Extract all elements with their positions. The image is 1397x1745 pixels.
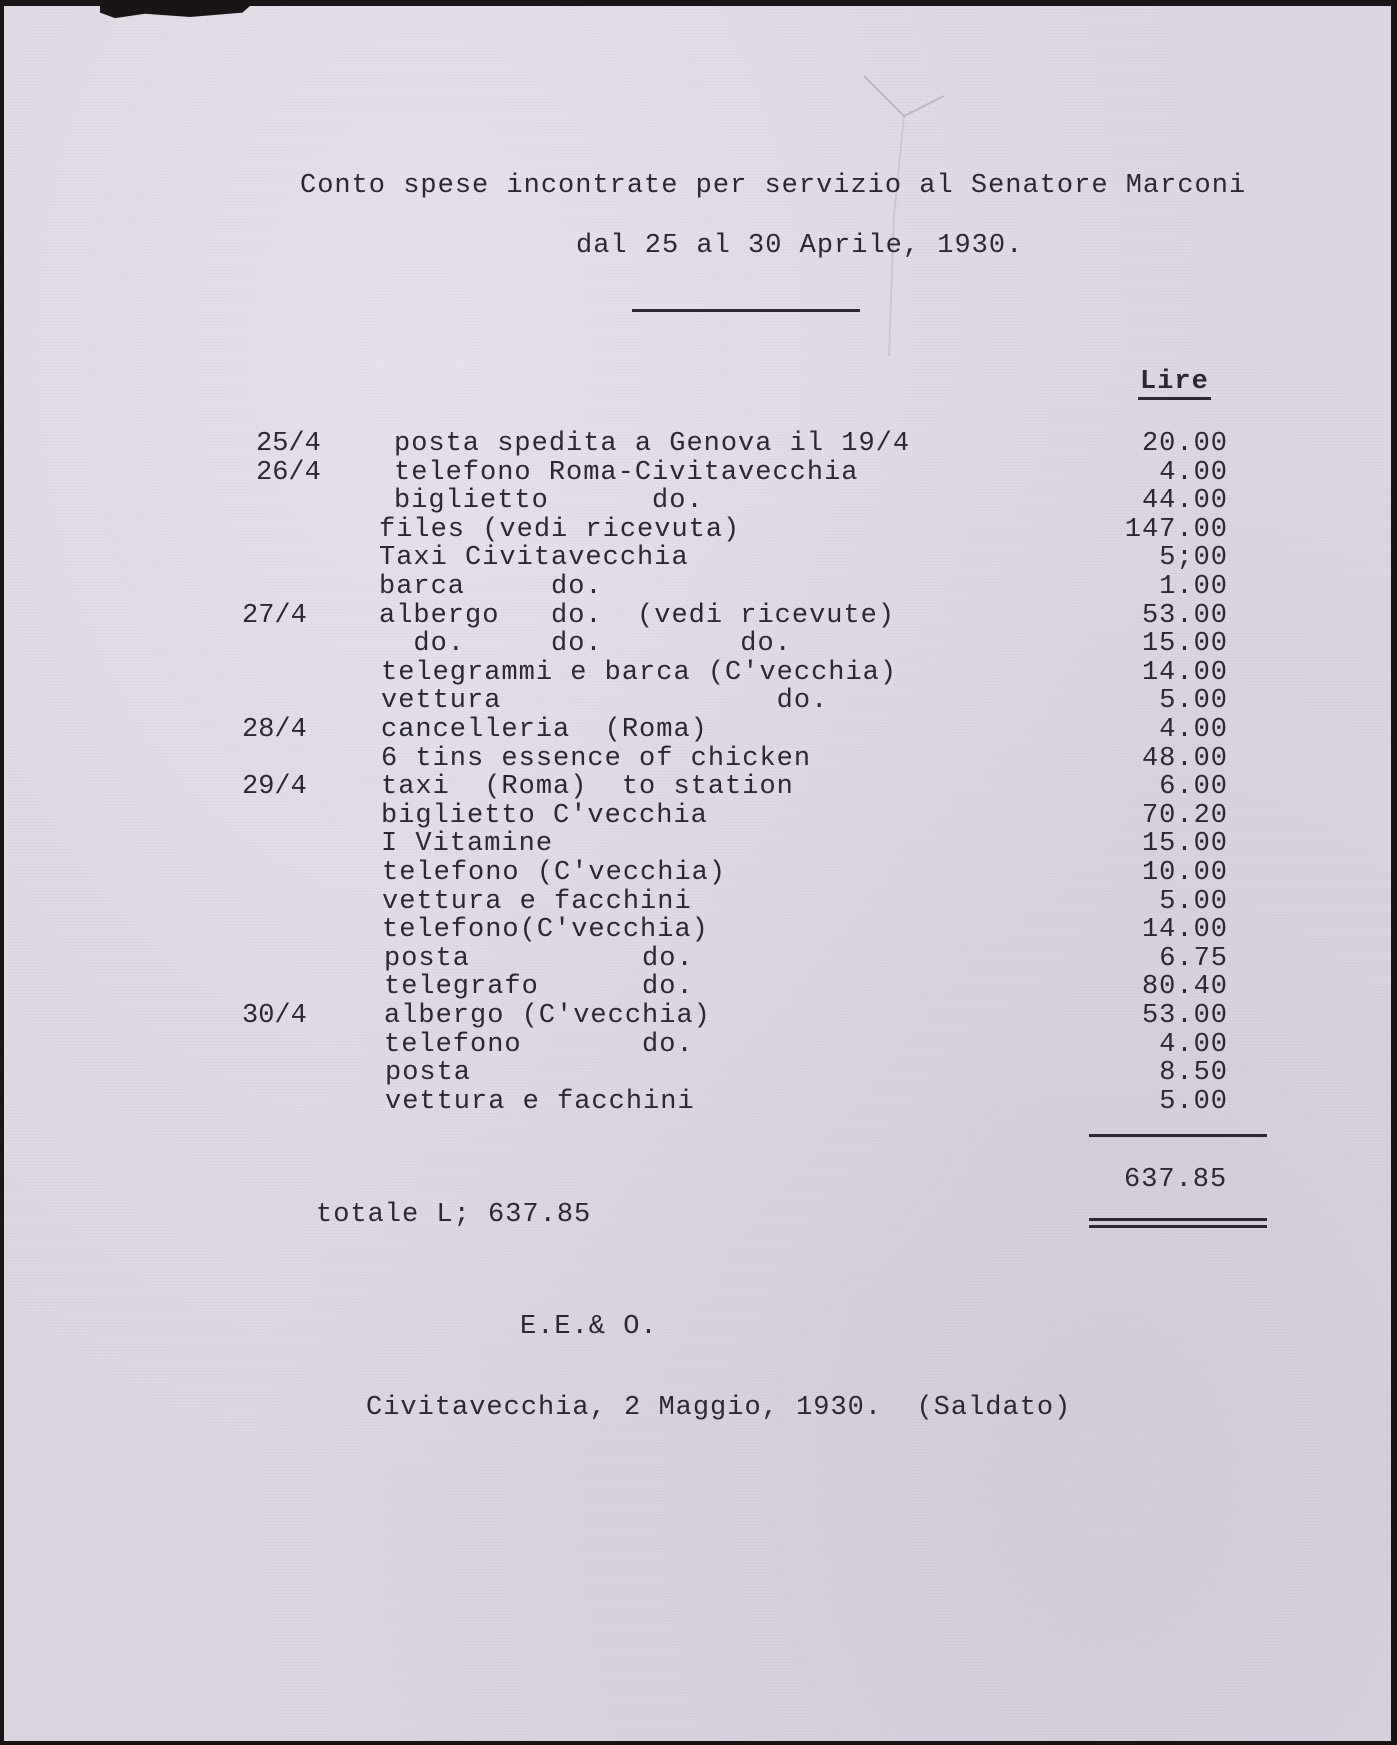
- expense-row: [4, 516, 1391, 544]
- expense-row: [4, 687, 1391, 715]
- expense-description: Taxi Civitavecchia: [379, 543, 689, 574]
- expense-row: [4, 802, 1391, 830]
- expense-amount: 53.00: [1141, 1001, 1228, 1031]
- expense-description: do. do. do.: [379, 629, 792, 660]
- expense-description: telefono(C'vecchia): [382, 915, 709, 946]
- expense-description: I Vitamine: [381, 829, 554, 860]
- sum-rule-top: [1089, 1134, 1267, 1137]
- expense-date: 30/4: [242, 1001, 307, 1031]
- expense-amount: 5.00: [1159, 886, 1228, 917]
- expense-description: biglietto do.: [394, 486, 704, 517]
- expense-row: [4, 1059, 1391, 1087]
- expense-date: 28/4: [242, 715, 307, 745]
- expense-amount: 15.00: [1141, 829, 1228, 860]
- expense-description: telefono do.: [384, 1029, 694, 1060]
- expense-row: [4, 430, 1391, 458]
- expense-amount: 4.00: [1159, 457, 1228, 488]
- expense-amount: 10.00: [1141, 858, 1228, 888]
- expense-amount: 5;00: [1159, 543, 1228, 574]
- expense-date: 27/4: [242, 600, 307, 631]
- expense-row: [4, 1088, 1391, 1116]
- expense-description: files (vedi ricevuta): [379, 514, 741, 545]
- expense-description: posta: [385, 1058, 472, 1089]
- expense-description: 6 tins essence of chicken: [381, 743, 812, 774]
- expense-amount: 15.00: [1141, 629, 1228, 660]
- expense-amount: 14.00: [1141, 657, 1228, 688]
- expense-amount: 48.00: [1141, 743, 1228, 774]
- expense-row: [4, 916, 1391, 944]
- expense-row: [4, 830, 1391, 858]
- expense-amount: 5.00: [1159, 686, 1228, 717]
- expense-description: telefono (C'vecchia): [382, 858, 727, 888]
- expense-description: albergo do. (vedi ricevute): [379, 600, 896, 631]
- expense-row: [4, 745, 1391, 773]
- expense-date: 29/4: [242, 772, 307, 803]
- title-line-2: dal 25 al 30 Aprile, 1930.: [576, 231, 1024, 261]
- expense-row: [4, 973, 1391, 1001]
- expense-description: vettura e facchini: [382, 886, 692, 917]
- document-sheet: [4, 6, 1391, 1741]
- expense-amount: 6.00: [1159, 772, 1228, 803]
- expense-row: [4, 459, 1391, 487]
- expense-description: taxi (Roma) to station: [381, 772, 794, 803]
- expense-description: biglietto C'vecchia: [381, 800, 708, 831]
- expense-row: [4, 544, 1391, 572]
- currency-heading: Lire: [1138, 367, 1211, 400]
- torn-corner: [100, 6, 250, 28]
- expense-amount: 14.00: [1141, 915, 1228, 946]
- expense-description: barca do.: [379, 572, 603, 602]
- expense-description: telegrammi e barca (C'vecchia): [381, 657, 898, 688]
- expense-row: [4, 659, 1391, 687]
- expense-description: posta spedita a Genova il 19/4: [394, 429, 911, 459]
- errors-excepted-note: E.E.& O.: [520, 1312, 658, 1342]
- sum-amount: 637.85: [1124, 1165, 1228, 1195]
- expense-date: 26/4: [256, 457, 321, 488]
- expense-amount: 4.00: [1159, 1029, 1228, 1060]
- expense-row: [4, 1002, 1391, 1030]
- sum-rule-double-2: [1089, 1225, 1267, 1228]
- expense-amount: 70.20: [1141, 800, 1228, 831]
- sum-rule-double-1: [1089, 1218, 1267, 1221]
- expense-amount: 8.50: [1159, 1058, 1228, 1089]
- expense-row: [4, 487, 1391, 515]
- title-underline: [632, 309, 860, 312]
- expense-amount: 20.00: [1141, 429, 1228, 459]
- expense-row: [4, 888, 1391, 916]
- expense-amount: 5.00: [1159, 1086, 1228, 1117]
- expense-description: vettura do.: [381, 686, 829, 717]
- total-line: totale L; 637.85: [316, 1200, 592, 1230]
- expense-amount: 44.00: [1141, 486, 1228, 517]
- title-line-1: Conto spese incontrate per servizio al Senatore Marconi: [300, 171, 1247, 201]
- expense-amount: 1.00: [1159, 572, 1228, 602]
- expense-row: [4, 602, 1391, 630]
- expense-row: [4, 716, 1391, 744]
- expense-amount: 6.75: [1159, 943, 1228, 974]
- expense-row: [4, 630, 1391, 658]
- expense-amount: 147.00: [1124, 514, 1228, 545]
- expense-description: telefono Roma-Civitavecchia: [394, 457, 859, 488]
- expense-row: [4, 1031, 1391, 1059]
- expense-row: [4, 945, 1391, 973]
- expense-row: [4, 773, 1391, 801]
- expense-amount: 4.00: [1159, 715, 1228, 745]
- expense-description: posta do.: [384, 943, 694, 974]
- expense-description: albergo (C'vecchia): [384, 1001, 711, 1031]
- expense-amount: 53.00: [1141, 600, 1228, 631]
- expense-date: 25/4: [256, 429, 321, 459]
- place-date-line: Civitavecchia, 2 Maggio, 1930. (Saldato): [366, 1393, 1072, 1423]
- pencil-mark: [844, 56, 964, 376]
- expense-description: vettura e facchini: [385, 1086, 695, 1117]
- expense-amount: 80.40: [1141, 972, 1228, 1003]
- expense-row: [4, 859, 1391, 887]
- expense-description: cancelleria (Roma): [381, 715, 708, 745]
- expense-description: telegrafo do.: [384, 972, 694, 1003]
- expense-row: [4, 573, 1391, 601]
